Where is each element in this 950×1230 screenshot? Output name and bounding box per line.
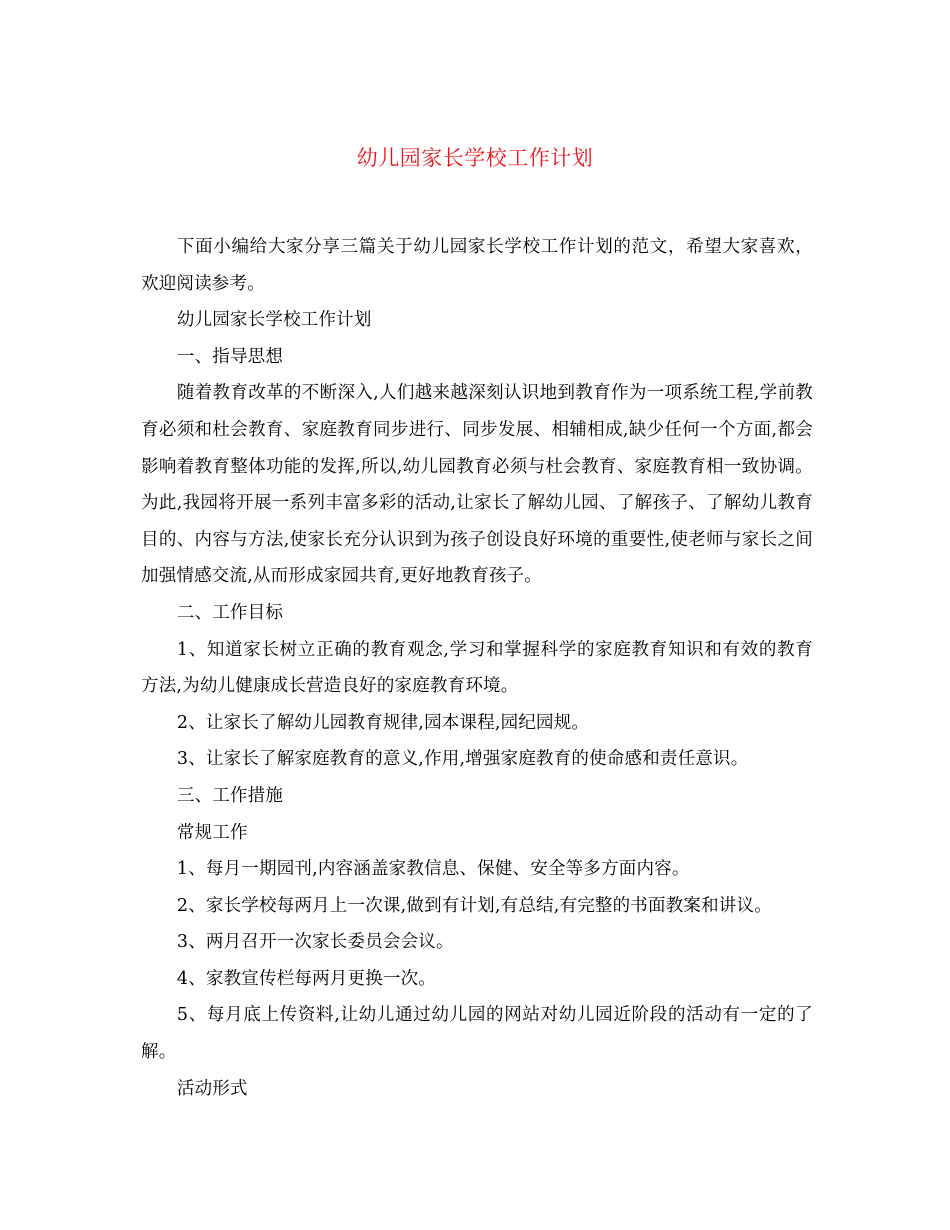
document-title: 幼儿园家长学校工作计划 [356, 146, 594, 170]
paragraph-plan-heading: 幼儿园家长学校工作计划 [176, 310, 372, 331]
subheading-activity-forms: 活动形式 [176, 1078, 248, 1099]
section-heading-work-measures: 三、工作措施 [176, 785, 284, 806]
goal-item-3: 3、让家长了解家庭教育的意义,作用,增强家庭教育的使命感和责任意识。 [176, 749, 749, 770]
measure-item-4: 4、家教宣传栏每两月更换一次。 [176, 968, 437, 989]
subheading-routine-work: 常规工作 [176, 822, 248, 843]
goal-item-2: 2、让家长了解幼儿园教育规律,园本课程,园纪园规。 [176, 712, 590, 733]
measure-item-3: 3、两月召开一次家长委员会会议。 [176, 932, 454, 953]
goal-item-1: 1、知道家长树立正确的教育观念,学习和掌握科学的家庭教育知识和有效的教育方法,为幼儿健康成长营造良好的家庭教育环境。 [141, 639, 813, 697]
measure-item-5: 5、每月底上传资料,让幼儿通过幼儿园的网站对幼儿园近阶段的活动有一定的了解。 [141, 1005, 813, 1063]
measure-item-2: 2、家长学校每两月上一次课,做到有计划,有总结,有完整的书面教案和讲议。 [176, 895, 772, 916]
section-heading-work-goals: 二、工作目标 [176, 602, 284, 623]
measure-item-1: 1、每月一期园刊,内容涵盖家教信息、保健、安全等多方面内容。 [176, 859, 690, 880]
document-body [141, 229, 813, 1107]
section-heading-guiding-thought: 一、指导思想 [176, 346, 284, 367]
paragraph-intro: 下面小编给大家分享三篇关于幼儿园家长学校工作计划的范文，希望大家喜欢，欢迎阅读参考。 [141, 237, 813, 294]
paragraph-guiding-thought: 随着教育改革的不断深入,人们越来越深刻认识地到教育作为一项系统工程,学前教育必须和杜会教育、家庭教育同步进行、同步发展、相辅相成,缺少任何一个方面,都会影响着教育整体功能的发挥,所以,幼儿园教育必须与杜会教育、家庭教育相一致协调。为此,我园将开展一系列丰富多彩的活动,让家长了解幼儿园、了解孩子、了解幼儿教育目的、内容与方法,使家长充分认识到为孩子创设良好环境的重要性,使老师与家长之间加强情感交流,从而形成家园共育,更好地教育孩子。 [141, 383, 813, 587]
